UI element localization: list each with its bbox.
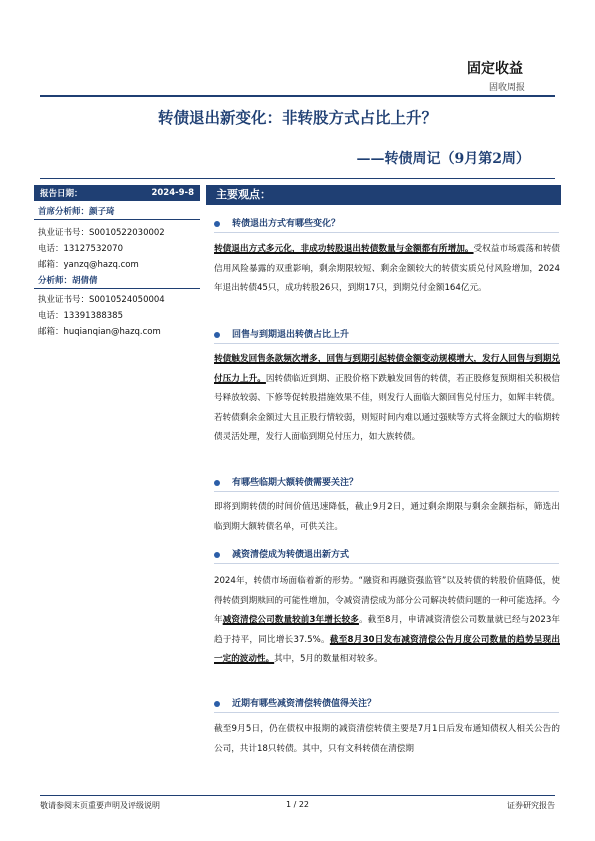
document-subtitle: ——转债周记（9月第2周） bbox=[356, 151, 530, 167]
analyst-2-phone: 电话：13391388385 bbox=[38, 311, 123, 321]
footer-page-number: 1 / 22 bbox=[285, 800, 310, 809]
section-1-divider bbox=[214, 232, 559, 233]
footer-divider bbox=[40, 795, 555, 796]
header-subcategory: 固收周报 bbox=[488, 83, 525, 93]
section-5-paragraph: 截至9月5日，仍在债权申报期的减资清偿转债主要是7月1日后发布通知债权人相关公告的公司，共计18只转债。其中，只有文科转债在清偿期 bbox=[214, 724, 560, 754]
report-date-label: 报告日期： bbox=[40, 189, 83, 199]
section-3-divider bbox=[214, 491, 559, 492]
document-title: 转债退出新变化：非转股方式占比上升？ bbox=[157, 108, 437, 127]
bullet-icon bbox=[214, 701, 220, 707]
analyst-1-license: 执业证书号：S0010522030002 bbox=[38, 228, 165, 238]
section-5-title: 近期有哪些减资清偿转债值得关注？ bbox=[214, 696, 376, 709]
section-2-title: 回售与到期退出转债占比上升 bbox=[214, 327, 349, 340]
header-category: 固定收益 bbox=[467, 61, 523, 77]
bullet-icon bbox=[214, 552, 220, 558]
section-2-divider bbox=[214, 343, 559, 344]
bullet-icon bbox=[214, 332, 220, 338]
section-3-paragraph: 即将到期转债的时间价值迅速降低，截止9月2日，通过剩余期限与剩余金额指标，筛选出临到期大额转债名单，可供关注。 bbox=[214, 502, 560, 532]
section-4-divider bbox=[214, 563, 559, 564]
report-date-box bbox=[34, 185, 200, 201]
section-4-paragraph: 2024年，转债市场面临着新的形势。“融资和再融资强监管”以及转债的转股价值降低，使得转债到期赎回的可能性增加，令减资清偿成为部分公司解决转债问题的一种可能选择。今年减资清偿公司数量较前3年增长较多。截至8月，申请减资清偿公司数量就已经与2023年趋于持平，同比增长37.5%。截至8月30日发布减资清偿公告月度公司数量的趋势呈现出一定的波动性。其中，5月的数量相对较多。 bbox=[214, 576, 560, 664]
analyst-2-license: 执业证书号：S0010524050004 bbox=[38, 295, 165, 305]
analyst-2-role: 分析师：胡倩倩 bbox=[34, 274, 200, 289]
section-4-title: 减资清偿成为转债退出新方式 bbox=[214, 547, 349, 560]
header-divider bbox=[40, 95, 555, 97]
section-3-title: 有哪些临期大额转债需要关注？ bbox=[214, 475, 358, 488]
analyst-1-email[interactable]: 邮箱：yanzq@hazq.com bbox=[38, 260, 139, 270]
bullet-icon bbox=[214, 480, 220, 486]
title-divider bbox=[40, 178, 555, 179]
section-1-paragraph: 转债退出方式多元化，非成功转股退出转债数量与金额都有所增加。受权益市场震荡和转债信用风险暴露的双重影响，剩余期限较短、剩余金额较大的转债实质兑付风险增加，2024年退出转债45只，成功转股26只，到期17只，到期兑付金额164亿元。 bbox=[214, 244, 560, 293]
footer-disclaimer: 敬请参阅末页重要声明及评级说明 bbox=[40, 801, 160, 810]
section-1-title: 转债退出方式有哪些变化？ bbox=[214, 216, 340, 229]
report-date-value: 2024-9-8 bbox=[151, 188, 194, 198]
analyst-1-role: 首席分析师：颜子琦 bbox=[34, 205, 200, 220]
bullet-icon bbox=[214, 221, 220, 227]
analyst-1-phone: 电话：13127532070 bbox=[38, 244, 123, 254]
main-viewpoints-heading: 主要观点： bbox=[206, 185, 561, 205]
section-2-paragraph: 转债触发回售条款频次增多，回售与到期引起转债金额变动规模增大，发行人回售与到期兑付压力上升。因转债临近到期、正股价格下跌触发回售的转债，若正股修复预期相关积极信号释放较弱、下修等促转股措施效果不佳，则发行人面临大额回售兑付压力，如辉丰转债。若转债剩余金额过大且正股行情较弱，则短时间内难以通过强赎等方式将金额过大的临期转债灵活处理，发行人面临到期兑付压力，如大族转债。 bbox=[214, 354, 560, 442]
footer-report-type: 证券研究报告 bbox=[507, 801, 555, 810]
section-5-divider bbox=[214, 712, 559, 713]
analyst-2-email[interactable]: 邮箱：huqianqian@hazq.com bbox=[38, 327, 161, 337]
